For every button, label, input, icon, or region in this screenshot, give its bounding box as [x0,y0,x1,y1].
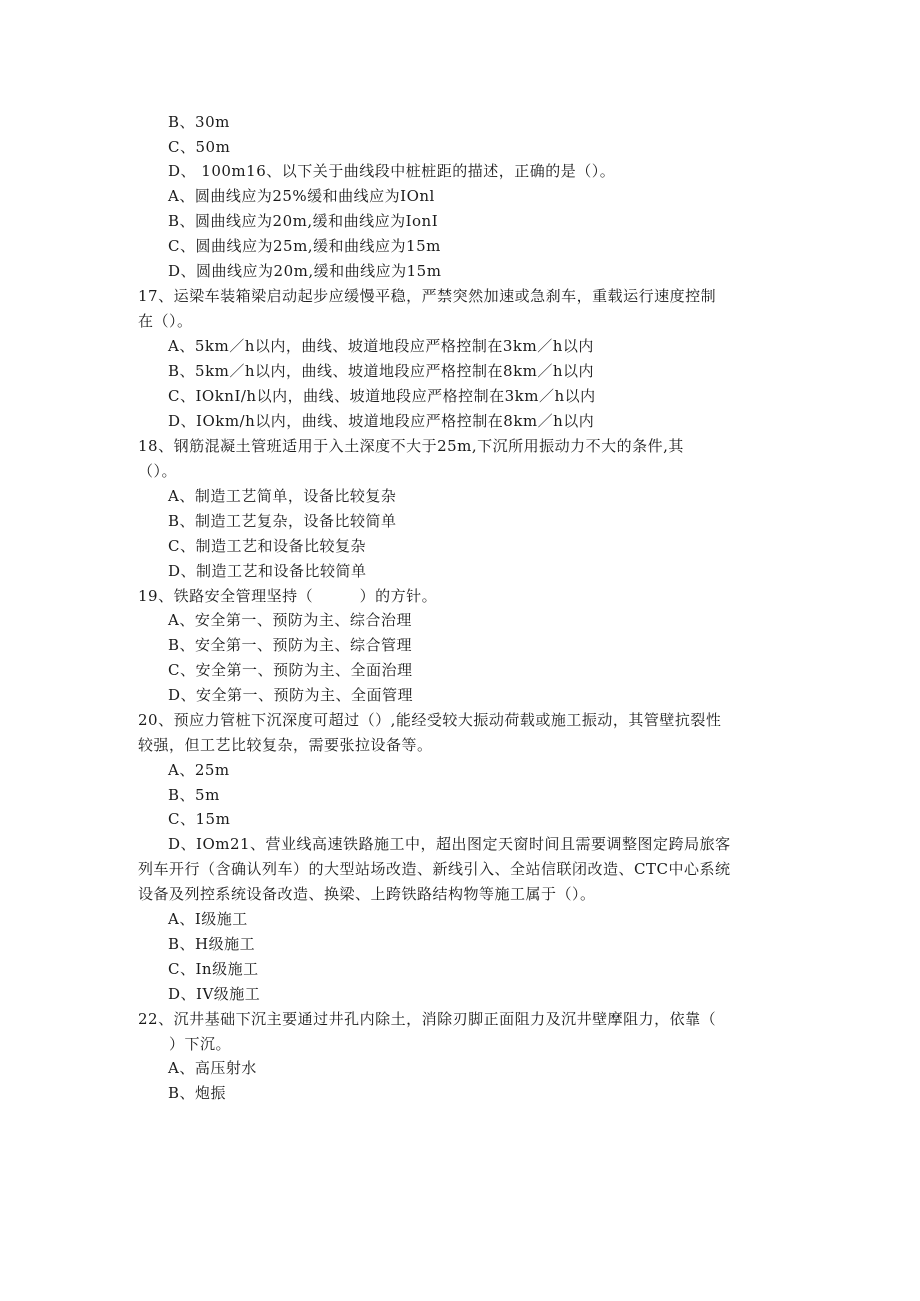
q16-option-c: C、圆曲线应为25m,缓和曲线应为15m [168,237,441,255]
q15-option-d-q16-stem: D、 100m16、以下关于曲线段中桩桩距的描述，正确的是（）。 [168,162,616,180]
q17-stem: 17、运梁车装箱梁启动起步应缓慢平稳，严禁突然加速或急刹车，重载运行速度控制 [138,287,717,305]
q16-option-a: A、圆曲线应为25%缓和曲线应为IOnl [168,187,435,205]
q15-option-c: C、50m [168,138,231,156]
q16-option-b: B、圆曲线应为20m,缓和曲线应为IonI [168,212,439,230]
q20-option-c: C、15m [168,810,231,828]
q19-option-a: A、安全第一、预防为主、综合治理 [168,611,412,629]
q18-option-c: C、制造工艺和设备比较复杂 [168,537,366,555]
q20-option-d-q21-stem: D、IOm21、营业线高速铁路施工中，超出图定天窗时间且需要调整图定跨局旅客 [168,835,731,853]
q16-option-d: D、圆曲线应为20m,缓和曲线应为15m [168,262,442,280]
q22-option-b: B、炮振 [168,1084,227,1102]
q21-option-d: D、IV级施工 [168,985,261,1003]
q20-stem: 20、预应力管桩下沉深度可超过（）,能经受较大振动荷载或施工振动，其管壁抗裂性 [138,711,722,729]
q20-option-b: B、5m [168,786,220,804]
q17-option-d: D、IOkm/h以内，曲线、坡道地段应严格控制在8km／h以内 [168,412,595,430]
q22-option-a: A、高压射水 [168,1059,257,1077]
q19-option-b: B、安全第一、预防为主、综合管理 [168,636,413,654]
q20-stem-cont: 较强，但工艺比较复杂，需要张拉设备等。 [138,736,433,754]
q22-stem: 22、沉井基础下沉主要通过井孔内除土，消除刃脚正面阻力及沉井壁摩阻力，依靠（ [138,1010,717,1028]
q18-stem-cont: （）。 [138,462,178,480]
q18-stem: 18、钢筋混凝土管班适用于入土深度不大于25m,下沉所用振动力不大的条件,其 [138,437,684,455]
q18-option-a: A、制造工艺简单，设备比较复杂 [168,487,397,505]
q18-option-b: B、制造工艺复杂，设备比较简单 [168,512,397,530]
q19-option-c: C、安全第一、预防为主、全面治理 [168,661,413,679]
q15-option-b: B、30m [168,113,230,131]
q20-option-a: A、25m [168,761,230,779]
q17-stem-cont: 在（）。 [138,312,193,330]
q21-stem-cont: 列车开行（含确认列车）的大型站场改造、新线引入、全站信联闭改造、CTC中心系统 [138,860,731,878]
q17-option-b: B、5km／h以内，曲线、坡道地段应严格控制在8km／h以内 [168,362,595,380]
q21-option-c: C、In级施工 [168,960,259,978]
q17-option-a: A、5km／h以内，曲线、坡道地段应严格控制在3km／h以内 [168,337,594,355]
q18-option-d: D、制造工艺和设备比较简单 [168,562,367,580]
q19-stem: 19、铁路安全管理坚持（ ）的方针。 [138,587,438,605]
q21-stem-cont-2: 设备及列控系统设备改造、换梁、上跨铁路结构物等施工属于（）。 [138,885,596,903]
q19-option-d: D、安全第一、预防为主、全面管理 [168,686,414,704]
q22-stem-cont: ）下沉。 [138,1035,232,1053]
q17-option-c: C、IOknI/h以内，曲线、坡道地段应严格控制在3km／h以内 [168,387,596,405]
q21-option-a: A、I级施工 [168,910,248,928]
q21-option-b: B、H级施工 [168,935,256,953]
